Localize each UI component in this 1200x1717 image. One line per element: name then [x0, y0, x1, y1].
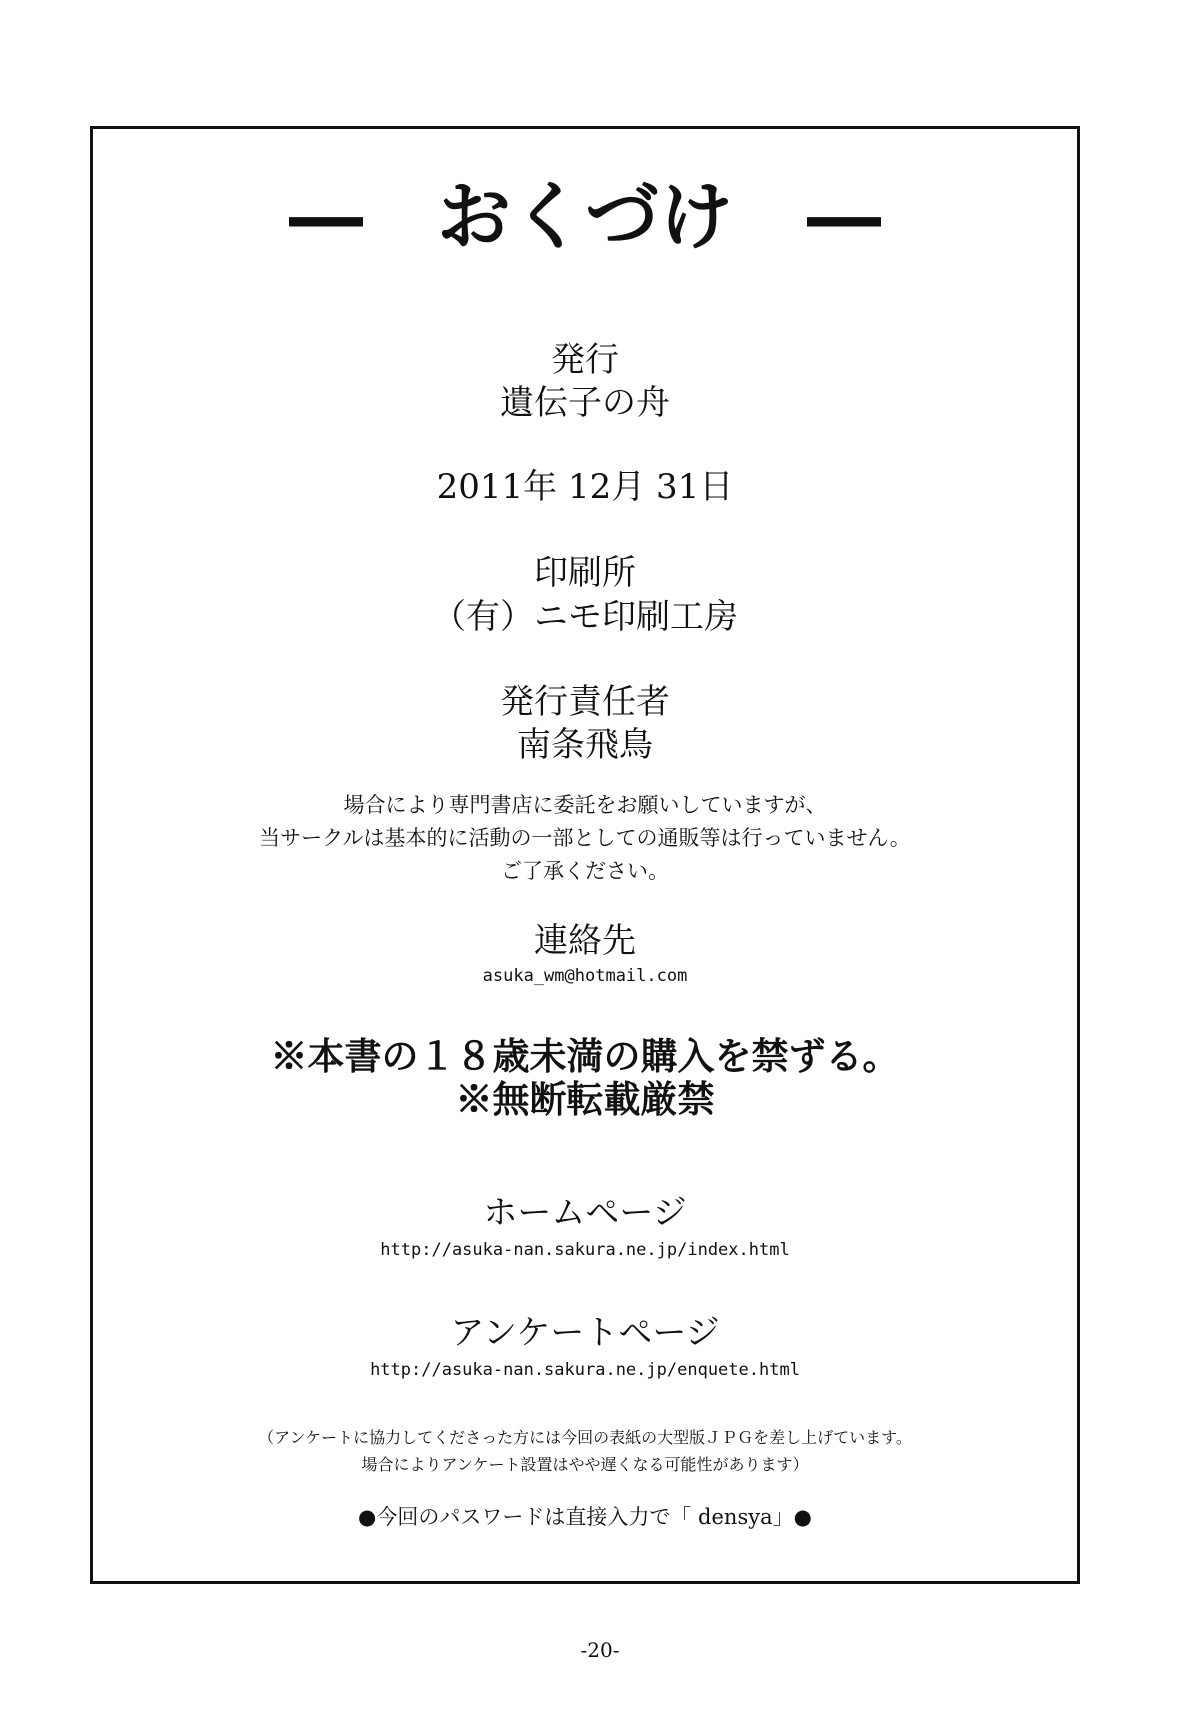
responsible-name: 南条飛鳥: [517, 725, 653, 765]
page-title: ― おくづけ ―: [289, 174, 881, 260]
publisher-name: 遺伝子の舟: [500, 383, 670, 423]
notice-line-2: 当サークルは基本的に活動の一部としての通販等は行っていません。: [259, 826, 911, 850]
responsible-label: 発行責任者: [500, 682, 670, 722]
survey-note-line-2: 場合によりアンケート設置はやや遅くなる可能性があります）: [361, 1455, 809, 1474]
survey-label: アンケートページ: [450, 1313, 720, 1353]
notice-line-1: 場合により専門書店に委託をお願いしていますが、: [343, 793, 827, 817]
password-notice: ●今回のパスワードは直接入力で「 densya」●: [358, 1505, 812, 1529]
page-number: -20-: [580, 1638, 620, 1662]
survey-note-line-1: （アンケートに協力してくださった方には今回の表紙の大型版ＪＰＧを差し上げています。: [258, 1428, 912, 1447]
publish-date: 2011年 12月 31日: [436, 467, 734, 507]
homepage-url: http://asuka-nan.sakura.ne.jp/index.html: [380, 1240, 790, 1260]
contact-email: asuka_wm@hotmail.com: [482, 966, 688, 986]
printer-label: 印刷所: [534, 553, 636, 593]
contact-label: 連絡先: [534, 921, 636, 961]
survey-url: http://asuka-nan.sakura.ne.jp/enquete.html: [370, 1360, 800, 1380]
homepage-label: ホームページ: [483, 1193, 687, 1233]
notice-line-3: ご了承ください。: [501, 859, 669, 883]
publisher-label: 発行: [551, 340, 619, 380]
no-reproduction-warning: ※無断転載厳禁: [455, 1077, 715, 1121]
printer-name: （有）ニモ印刷工房: [432, 597, 738, 637]
age-restriction-warning: ※本書の１８歳未満の購入を禁ずる。: [270, 1034, 900, 1078]
